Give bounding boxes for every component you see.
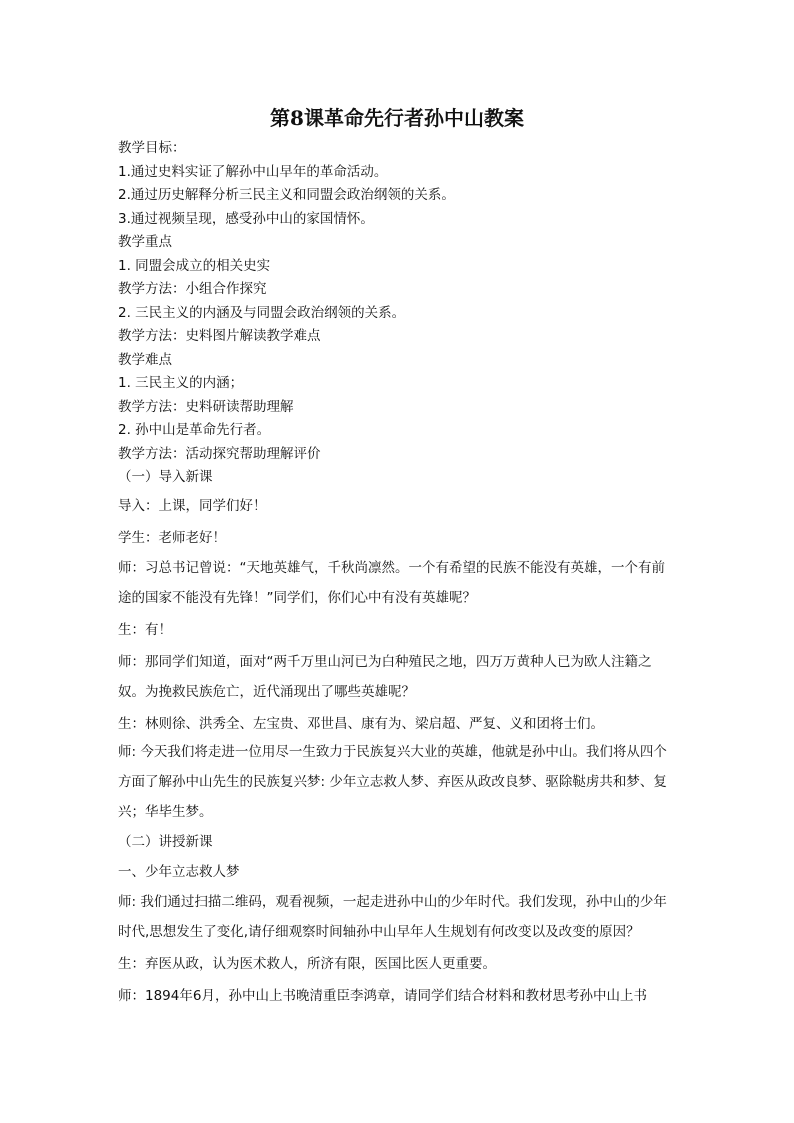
text-paragraph: 生：林则徐、洪秀全、左宝贵、邓世昌、康有为、梁启超、严复、义和团将士们。 <box>118 716 604 732</box>
text-paragraph: 师: 我们通过扫描二维码，观看视频，一起走进孙中山的少年时代。我们发现，孙中山的少年时代,思想发生了变化,请仔细观察时间轴孙中山早年人生规划有何改变以及改变的原因？ <box>118 894 667 940</box>
text-line: 1. 三民主义的内涵； <box>118 375 244 391</box>
text-paragraph: 师: 今天我们将走进一位用尽一生致力于民族复兴大业的英雄，他就是孙中山。我们将从四个方面了解孙中山先生的民族复兴梦: 少年立志救人梦、弃医从政改良梦、驱除鞑虏共和梦、复兴；华毕生梦。 <box>118 744 667 820</box>
text-paragraph: 师：习总书记曾说：“天地英雄气，千秋尚凛然。一个有希望的民族不能没有英雄，一个有前途的国家不能没有先锋！”同学们，你们心中有没有英雄呢？ <box>118 560 665 606</box>
text-line: 教学方法：史料图片解读教学难点 <box>118 328 321 344</box>
document-title: 第8课革命先行者孙中山教案 <box>270 106 524 130</box>
teaching-objectives-section <box>118 137 678 490</box>
text-paragraph: 师：那同学们知道，面对“两千万里山河已为白种殖民之地，四万万黄种人已为欧人注籍之奴。为挽救民族危亡，近代涌现出了哪些英雄呢？ <box>118 654 652 700</box>
text-line: （一）导入新课 <box>118 469 213 485</box>
text-line: 2. 孙中山是革命先行者。 <box>118 422 271 438</box>
text-paragraph: 生：有！ <box>118 622 172 638</box>
text-line: 教学难点 <box>118 351 172 368</box>
text-paragraph: 学生：老师老好！ <box>118 530 226 546</box>
text-line: 1. 同盟会成立的相关史实 <box>118 257 271 274</box>
text-line: 教学目标： <box>118 140 186 156</box>
text-paragraph: 生：弃医从政，认为医术救人，所济有限，医国比医人更重要。 <box>118 956 496 972</box>
text-line: 1.通过史料实证了解孙中山早年的革命活动。 <box>118 163 388 180</box>
section-heading: 一、少年立志救人梦 <box>118 864 240 880</box>
text-line: 2. 三民主义的内涵及与同盟会政治纲领的关系。 <box>118 304 406 321</box>
text-line: 教学重点 <box>118 234 172 250</box>
text-line: 3.通过视频呈现，感受孙中山的家国情怀。 <box>118 210 374 227</box>
text-paragraph: 师：1894年6月，孙中山上书晚清重臣李鸿章，请同学们结合材料和教材思考孙中山上书 <box>118 988 647 1004</box>
text-paragraph: 导入：上课，同学们好！ <box>118 498 267 514</box>
text-line: 2.通过历史解释分析三民主义和同盟会政治纲领的关系。 <box>118 187 455 203</box>
section-heading: （二）讲授新课 <box>118 834 213 850</box>
text-line: 教学方法：活动探究帮助理解评价 <box>118 445 321 462</box>
text-line: 教学方法：史料研读帮助理解 <box>118 398 294 415</box>
text-line: 教学方法：小组合作探究 <box>118 281 267 297</box>
